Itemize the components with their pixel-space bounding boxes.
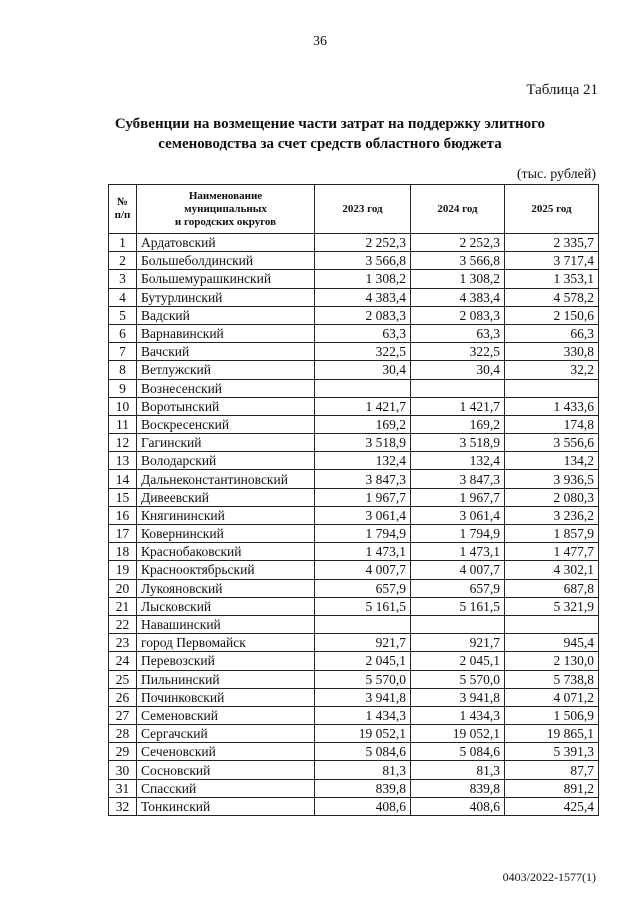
value-2023-cell: 5 161,5: [315, 597, 411, 615]
value-2025-cell: 2 080,3: [505, 488, 599, 506]
table-row: [109, 434, 599, 452]
district-name-cell: Пильнинский: [137, 670, 315, 688]
value-2023-cell: 1 308,2: [315, 270, 411, 288]
value-2023-cell: 1 473,1: [315, 543, 411, 561]
value-2025-cell: 87,7: [505, 761, 599, 779]
value-2025-cell: 4 071,2: [505, 688, 599, 706]
table-row: [109, 397, 599, 415]
table-row: [109, 688, 599, 706]
value-2023-cell: 322,5: [315, 343, 411, 361]
table-row: [109, 379, 599, 397]
table-row: [109, 270, 599, 288]
district-name-cell: Навашинский: [137, 615, 315, 633]
district-name-cell: Семеновский: [137, 706, 315, 724]
value-2025-cell: 2 335,7: [505, 234, 599, 252]
value-2025-cell: 1 353,1: [505, 270, 599, 288]
value-2024-cell: 839,8: [411, 779, 505, 797]
district-name-cell: Воскресенский: [137, 415, 315, 433]
table-body: [109, 234, 599, 816]
header-name-line-3: и городских округов: [174, 215, 277, 228]
value-2023-cell: 30,4: [315, 361, 411, 379]
header-name: [137, 185, 315, 234]
value-2025-cell: 3 236,2: [505, 506, 599, 524]
header-2025: 2025 год: [505, 185, 599, 234]
table-row: [109, 761, 599, 779]
document-code: 0403/2022-1577(1): [502, 870, 596, 884]
table-row: [109, 488, 599, 506]
table-row: [109, 525, 599, 543]
value-2025-cell: 4 578,2: [505, 288, 599, 306]
district-name-cell: город Первомайск: [137, 634, 315, 652]
table-row: [109, 306, 599, 324]
value-2024-cell: 5 161,5: [411, 597, 505, 615]
table-row: [109, 506, 599, 524]
value-2025-cell: 1 857,9: [505, 525, 599, 543]
value-2024-cell: 2 252,3: [411, 234, 505, 252]
value-2024-cell: 19 052,1: [411, 725, 505, 743]
value-2024-cell: 3 061,4: [411, 506, 505, 524]
value-2023-cell: 132,4: [315, 452, 411, 470]
table-title: [60, 114, 600, 154]
district-name-cell: Вознесенский: [137, 379, 315, 397]
units-note: (тыс. рублей): [516, 167, 596, 182]
value-2024-cell: 322,5: [411, 343, 505, 361]
table-row: [109, 543, 599, 561]
value-2025-cell: 5 738,8: [505, 670, 599, 688]
row-number-cell: 21: [109, 597, 137, 615]
row-number-cell: 23: [109, 634, 137, 652]
header-number: [109, 185, 137, 234]
district-name-cell: Вачский: [137, 343, 315, 361]
row-number-cell: 17: [109, 525, 137, 543]
title-line-1: Субвенции на возмещение части затрат на поддержку элитного: [114, 116, 546, 132]
table-row: [109, 670, 599, 688]
header-number-line-1: №: [116, 196, 129, 208]
value-2023-cell: 19 052,1: [315, 725, 411, 743]
value-2024-cell: 657,9: [411, 579, 505, 597]
table-row: [109, 725, 599, 743]
district-name-cell: Сосновский: [137, 761, 315, 779]
row-number-cell: 14: [109, 470, 137, 488]
header-name-line-1: Наименование: [188, 189, 263, 202]
value-2023-cell: [315, 615, 411, 633]
value-2024-cell: 63,3: [411, 324, 505, 342]
value-2025-cell: 5 321,9: [505, 597, 599, 615]
value-2023-cell: 657,9: [315, 579, 411, 597]
value-2025-cell: 3 556,6: [505, 434, 599, 452]
row-number-cell: 16: [109, 506, 137, 524]
value-2024-cell: 3 518,9: [411, 434, 505, 452]
district-name-cell: Спасский: [137, 779, 315, 797]
value-2024-cell: 1 967,7: [411, 488, 505, 506]
value-2024-cell: 81,3: [411, 761, 505, 779]
value-2023-cell: 63,3: [315, 324, 411, 342]
value-2024-cell: 169,2: [411, 415, 505, 433]
value-2025-cell: 891,2: [505, 779, 599, 797]
row-number-cell: 28: [109, 725, 137, 743]
table-row: [109, 343, 599, 361]
district-name-cell: Володарский: [137, 452, 315, 470]
row-number-cell: 15: [109, 488, 137, 506]
row-number-cell: 5: [109, 306, 137, 324]
district-name-cell: Краснобаковский: [137, 543, 315, 561]
value-2023-cell: 3 061,4: [315, 506, 411, 524]
table-row: [109, 615, 599, 633]
table-label: Таблица 21: [526, 82, 598, 98]
subsidy-table: [108, 184, 599, 816]
value-2025-cell: 2 130,0: [505, 652, 599, 670]
row-number-cell: 31: [109, 779, 137, 797]
table-row: [109, 634, 599, 652]
value-2024-cell: 408,6: [411, 797, 505, 815]
row-number-cell: 24: [109, 652, 137, 670]
district-name-cell: Княгининский: [137, 506, 315, 524]
value-2025-cell: 19 865,1: [505, 725, 599, 743]
value-2025-cell: 945,4: [505, 634, 599, 652]
value-2023-cell: 4 007,7: [315, 561, 411, 579]
header-2024: 2024 год: [411, 185, 505, 234]
table-header-row: [109, 185, 599, 234]
table-row: [109, 652, 599, 670]
table-row: [109, 234, 599, 252]
table-row: [109, 579, 599, 597]
district-name-cell: Бутурлинский: [137, 288, 315, 306]
value-2024-cell: 4 007,7: [411, 561, 505, 579]
value-2023-cell: 1 794,9: [315, 525, 411, 543]
value-2024-cell: 5 084,6: [411, 743, 505, 761]
value-2025-cell: 1 506,9: [505, 706, 599, 724]
row-number-cell: 6: [109, 324, 137, 342]
row-number-cell: 1: [109, 234, 137, 252]
district-name-cell: Дивеевский: [137, 488, 315, 506]
value-2025-cell: 174,8: [505, 415, 599, 433]
district-name-cell: Ковернинский: [137, 525, 315, 543]
district-name-cell: Сеченовский: [137, 743, 315, 761]
value-2024-cell: 3 566,8: [411, 252, 505, 270]
row-number-cell: 32: [109, 797, 137, 815]
row-number-cell: 3: [109, 270, 137, 288]
value-2025-cell: 66,3: [505, 324, 599, 342]
value-2023-cell: 1 967,7: [315, 488, 411, 506]
row-number-cell: 29: [109, 743, 137, 761]
value-2025-cell: 425,4: [505, 797, 599, 815]
value-2024-cell: 1 421,7: [411, 397, 505, 415]
value-2025-cell: 134,2: [505, 452, 599, 470]
table-row: [109, 706, 599, 724]
table-row: [109, 288, 599, 306]
value-2024-cell: 132,4: [411, 452, 505, 470]
value-2025-cell: 3 936,5: [505, 470, 599, 488]
value-2024-cell: 5 570,0: [411, 670, 505, 688]
district-name-cell: Сергачский: [137, 725, 315, 743]
district-name-cell: Вадский: [137, 306, 315, 324]
table-row: [109, 452, 599, 470]
value-2023-cell: 921,7: [315, 634, 411, 652]
value-2025-cell: 1 433,6: [505, 397, 599, 415]
row-number-cell: 12: [109, 434, 137, 452]
header-name-line-2: муниципальных: [184, 202, 267, 215]
table-row: [109, 779, 599, 797]
value-2023-cell: 5 570,0: [315, 670, 411, 688]
district-name-cell: Гагинский: [137, 434, 315, 452]
value-2023-cell: 3 847,3: [315, 470, 411, 488]
value-2024-cell: 30,4: [411, 361, 505, 379]
value-2023-cell: 5 084,6: [315, 743, 411, 761]
row-number-cell: 30: [109, 761, 137, 779]
table-row: [109, 597, 599, 615]
value-2025-cell: 4 302,1: [505, 561, 599, 579]
table-row: [109, 743, 599, 761]
value-2025-cell: 32,2: [505, 361, 599, 379]
row-number-cell: 9: [109, 379, 137, 397]
row-number-cell: 11: [109, 415, 137, 433]
row-number-cell: 18: [109, 543, 137, 561]
row-number-cell: 4: [109, 288, 137, 306]
table-row: [109, 252, 599, 270]
value-2024-cell: [411, 615, 505, 633]
table-row: [109, 324, 599, 342]
value-2025-cell: 2 150,6: [505, 306, 599, 324]
value-2024-cell: 1 434,3: [411, 706, 505, 724]
table-row: [109, 797, 599, 815]
table-row: [109, 415, 599, 433]
value-2024-cell: 2 045,1: [411, 652, 505, 670]
district-name-cell: Варнавинский: [137, 324, 315, 342]
row-number-cell: 7: [109, 343, 137, 361]
district-name-cell: Тонкинский: [137, 797, 315, 815]
header-number-line-2: п/п: [114, 209, 131, 221]
value-2024-cell: [411, 379, 505, 397]
district-name-cell: Ардатовский: [137, 234, 315, 252]
value-2024-cell: 3 941,8: [411, 688, 505, 706]
row-number-cell: 20: [109, 579, 137, 597]
table-row: [109, 561, 599, 579]
value-2025-cell: 330,8: [505, 343, 599, 361]
row-number-cell: 25: [109, 670, 137, 688]
value-2023-cell: 839,8: [315, 779, 411, 797]
district-name-cell: Лысковский: [137, 597, 315, 615]
value-2023-cell: 81,3: [315, 761, 411, 779]
value-2023-cell: 3 941,8: [315, 688, 411, 706]
row-number-cell: 27: [109, 706, 137, 724]
district-name-cell: Починковский: [137, 688, 315, 706]
value-2024-cell: 1 473,1: [411, 543, 505, 561]
row-number-cell: 13: [109, 452, 137, 470]
value-2023-cell: 1 434,3: [315, 706, 411, 724]
table-row: [109, 361, 599, 379]
value-2023-cell: 3 566,8: [315, 252, 411, 270]
value-2025-cell: [505, 379, 599, 397]
value-2025-cell: 5 391,3: [505, 743, 599, 761]
value-2024-cell: 2 083,3: [411, 306, 505, 324]
row-number-cell: 10: [109, 397, 137, 415]
value-2024-cell: 1 794,9: [411, 525, 505, 543]
value-2023-cell: 4 383,4: [315, 288, 411, 306]
district-name-cell: Воротынский: [137, 397, 315, 415]
title-line-2: семеноводства за счет средств областного бюджета: [158, 136, 502, 152]
row-number-cell: 2: [109, 252, 137, 270]
value-2025-cell: [505, 615, 599, 633]
value-2023-cell: 2 252,3: [315, 234, 411, 252]
district-name-cell: Лукояновский: [137, 579, 315, 597]
value-2023-cell: 169,2: [315, 415, 411, 433]
district-name-cell: Дальнеконстантиновский: [137, 470, 315, 488]
header-2023: 2023 год: [315, 185, 411, 234]
value-2024-cell: 3 847,3: [411, 470, 505, 488]
table-row: [109, 470, 599, 488]
value-2024-cell: 4 383,4: [411, 288, 505, 306]
district-name-cell: Краснооктябрьский: [137, 561, 315, 579]
page-number: 36: [313, 34, 327, 49]
value-2025-cell: 1 477,7: [505, 543, 599, 561]
value-2023-cell: 2 083,3: [315, 306, 411, 324]
value-2024-cell: 921,7: [411, 634, 505, 652]
value-2023-cell: [315, 379, 411, 397]
value-2023-cell: 408,6: [315, 797, 411, 815]
district-name-cell: Перевозский: [137, 652, 315, 670]
value-2025-cell: 3 717,4: [505, 252, 599, 270]
value-2023-cell: 1 421,7: [315, 397, 411, 415]
row-number-cell: 26: [109, 688, 137, 706]
district-name-cell: Большеболдинский: [137, 252, 315, 270]
value-2024-cell: 1 308,2: [411, 270, 505, 288]
district-name-cell: Ветлужский: [137, 361, 315, 379]
value-2025-cell: 687,8: [505, 579, 599, 597]
value-2023-cell: 2 045,1: [315, 652, 411, 670]
row-number-cell: 22: [109, 615, 137, 633]
value-2023-cell: 3 518,9: [315, 434, 411, 452]
row-number-cell: 8: [109, 361, 137, 379]
district-name-cell: Большемурашкинский: [137, 270, 315, 288]
row-number-cell: 19: [109, 561, 137, 579]
